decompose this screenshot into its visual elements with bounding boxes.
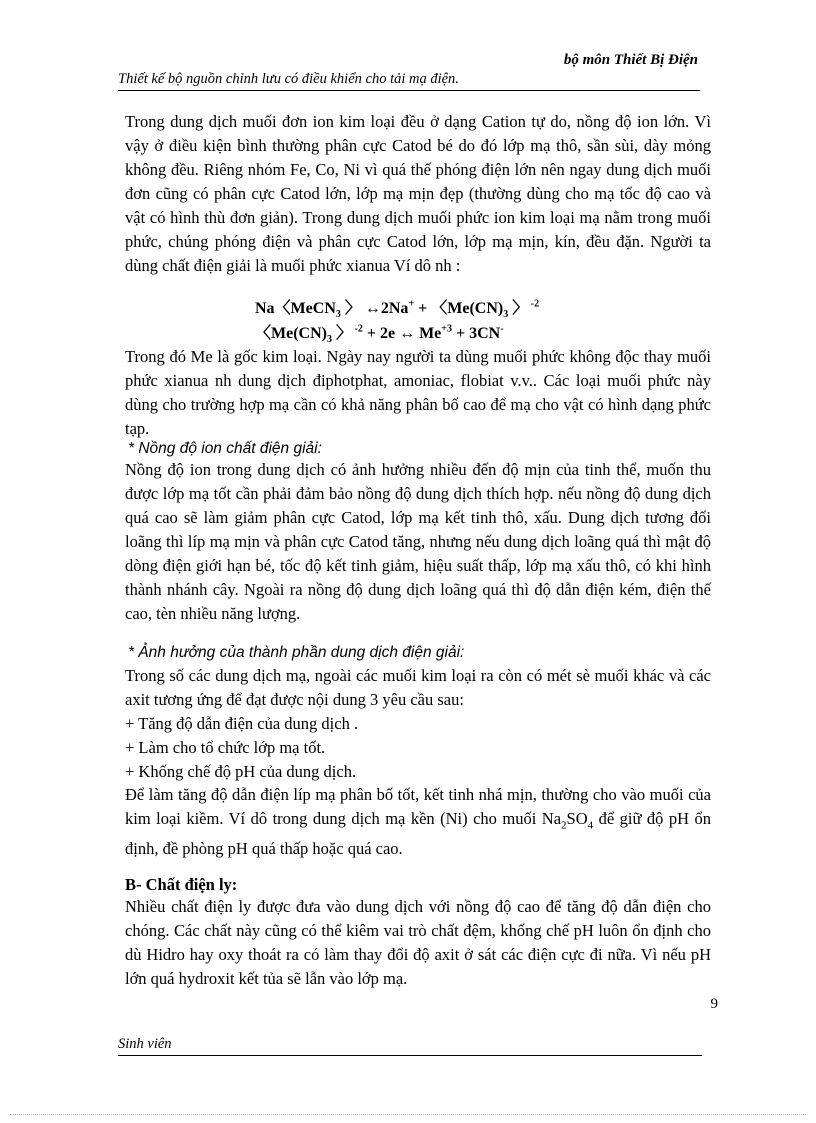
subheading-ion-concentration: * Nồng độ ion chất điện giải: <box>128 440 322 457</box>
department-header: bộ môn Thiết Bị Điện <box>563 52 698 68</box>
paragraph-5: Để làm tăng độ dẫn điện líp mạ phân bố tốt, kết tinh nhá mịn, thường cho vào muối của kim loại kiềm. Ví dô trong dung dịch mạ kền (Ni) cho muối $Na_2SO_4$ để giữ độ pH ổn định, đề phòng pH quá thấp hoặc quá cao. <box>125 785 711 859</box>
formula-1: Na〈MeCN$_3$ 〉 ↔2Na+ + $〈Me(CN)_3$ 〉 $^{-2}$ <box>255 298 540 321</box>
section-heading-electrolyte: B- Chất điện ly: <box>125 875 238 894</box>
list-item: + Làm cho tổ chức lớp mạ tốt. <box>125 738 326 757</box>
paragraph-3: Nồng độ ion trong dung dịch có ảnh hưởng nhiều đến độ mịn của tinh thể, muốn thu được lớp mạ tốt cần phải đảm bảo nồng độ dung dịch thích hợp. nếu nồng độ dung dịch quá cao sẽ làm giảm phân cực Catod, lớp mạ kết tinh thô, xấu. Dung dịch tương đối loãng thì líp mạ mịn và phân cực Catod tăng, nhưng nếu dung dịch loãng quá thì mật độ dòng điện giới hạn bé, tốc độ kết tinh giảm, hiệu suất thấp, lớp mạ xấu thô, có khi hình thành nhánh cây. Ngoài ra nồng độ dung dịch loãng quá thì độ dẫn điện kém, điện thế cao, tèn nhiều năng lượng. <box>125 460 711 623</box>
footer-student-label: Sinh viên <box>118 1036 702 1056</box>
paragraph-1: Trong dung dịch muối đơn ion kim loại đều ở dạng Cation tự do, nồng độ ion lớn. Vì vậy ở điều kiện bình thường phân cực Catod bé do đó lớp mạ thô, sần sùi, dày mỏng không đều. Riêng nhóm Fe, Co, Ni vì quá thế phóng điện lớn nên ngay dung dịch muối đơn cũng có phân cực Catod lớn, lớp mạ mịn đẹp (thường dùng cho mạ tốc độ cao và vật có hình thù đơn giản). Trong dung dịch muối phức ion kim loại mạ nằm trong muối phức, chúng phóng điện và phân cực Catod lớn, lớp mạ mịn, kín, đều đặn. Người ta dùng chất điện giải là muối phức xianua Ví dô nh : <box>125 112 711 275</box>
list-item: + Khống chế độ pH của dung dịch. <box>125 762 357 781</box>
subheading-solution-composition: * Ảnh hưởng của thành phần dung dịch điện giải: <box>128 644 465 661</box>
list-item: + Tăng độ dẫn điện của dung dịch . <box>125 714 359 733</box>
formula-2: $〈Me(CN)_3$ 〉 $^{-2}$ + 2e ↔ $Me^{+3} + 3CN^-$ <box>255 323 504 346</box>
page-bottom-divider <box>10 1114 806 1115</box>
paragraph-4: Trong số các dung dịch mạ, ngoài các muối kim loại ra còn có mét sè muối khác và các axit tương ứng để đạt được nội dung 3 yêu cầu sau: <box>125 666 711 709</box>
paragraph-2: Trong đó Me là gốc kim loại. Ngày nay người ta dùng muối phức không độc thay muối phức xianua nh dung dịch điphotphat, amoniac, flobiat v.v.. Các loại muối phức này dùng cho trường hợp mạ cần có khả năng phân bố cao để mạ cho vật có hình dạng phức tạp. <box>125 347 711 438</box>
paragraph-6: Nhiều chất điện ly được đưa vào dung dịch với nồng độ cao để tăng độ dẫn điện cho chóng. Các chất này cũng có thể kiêm vai trò chất đệm, khống chế pH luôn ổn định cho dù Hidro hay oxy thoát ra có làm thay đổi độ axit ở sát các điện cực đi nữa. Vì nếu pH lớn quá hydroxit kết tủa sẽ lẫn vào lớp mạ. <box>125 897 711 988</box>
document-title-header: Thiết kế bộ nguồn chỉnh lưu có điều khiển cho tải mạ điện. <box>118 71 700 91</box>
page-number: 9 <box>710 996 718 1012</box>
